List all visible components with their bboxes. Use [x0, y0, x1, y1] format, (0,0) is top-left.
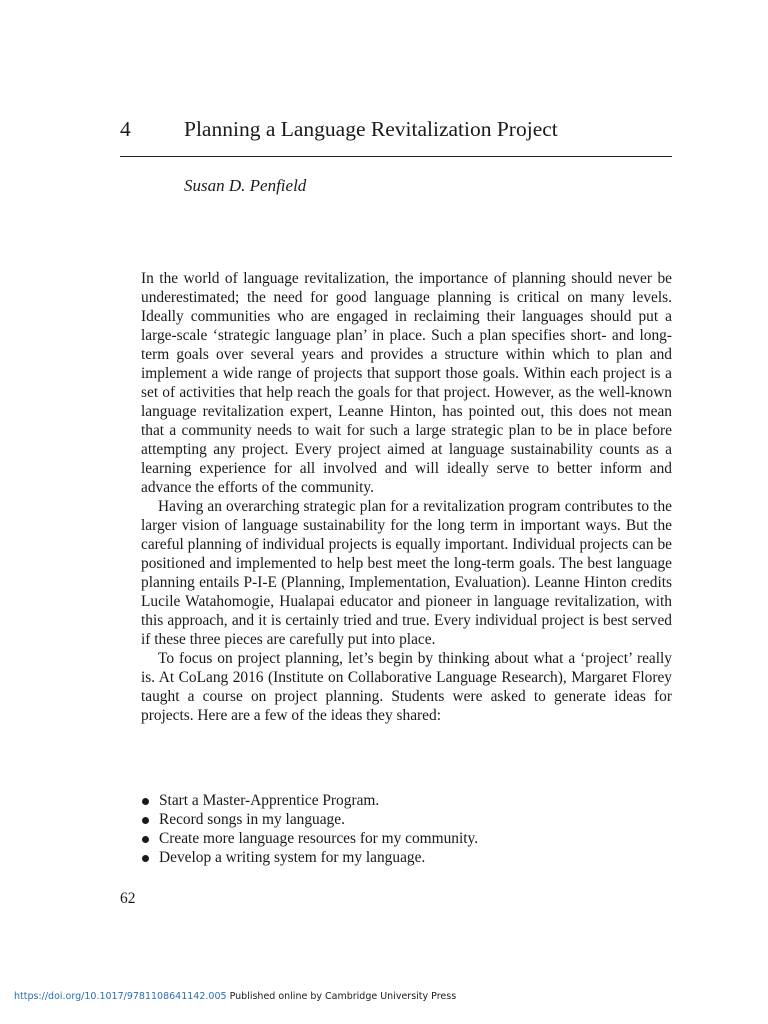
list-item-text: Create more language resources for my community.: [159, 830, 479, 847]
project-ideas-list: [141, 791, 672, 867]
list-item: [141, 810, 672, 829]
list-item: [141, 829, 672, 848]
doi-link[interactable]: https://doi.org/10.1017/9781108641142.005: [14, 991, 227, 1002]
page-number: 62: [120, 890, 136, 907]
list-item-text: Record songs in my language.: [159, 811, 345, 828]
chapter-number: 4: [120, 117, 131, 141]
heading-rule: [120, 156, 672, 157]
publisher-note: Published online by Cambridge University Press: [226, 991, 457, 1002]
publication-footer: [14, 990, 456, 1004]
chapter-author: Susan D. Penfield: [184, 176, 307, 195]
body-text: [141, 269, 672, 725]
list-item: [141, 848, 672, 867]
bullet-icon: [142, 798, 149, 805]
paragraph-3: To focus on project planning, let’s begin by thinking about what a ‘project’ really is. At CoLang 2016 (Institute on Collaborative Language Research), Margaret Florey taught a course on project planning. Students were asked to generate ideas for projects. Here are a few of the ideas they shared:: [141, 650, 672, 724]
list-item-text: Start a Master-Apprentice Program.: [159, 792, 380, 809]
bullet-icon: [142, 836, 149, 843]
chapter-title: Planning a Language Revitalization Project: [184, 117, 558, 141]
bullet-icon: [142, 855, 149, 862]
paragraph-2: Having an overarching strategic plan for a revitalization program contributes to the larger vision of language sustainability for the long term in important ways. But the careful planning of individual projects is equally important. Individual projects can be positioned and implemented to help best meet the long-term goals. The best language planning entails P-I-E (Planning, Implementation, Evaluation). Leanne Hinton credits Lucile Watahomogie, Hualapai educator and pioneer in language revitalization, with this approach, and it is certainly tried and true. Every individual project is best served if these three pieces are carefully put into place.: [141, 498, 672, 648]
chapter-heading: [120, 114, 672, 144]
list-item: [141, 791, 672, 810]
bullet-icon: [142, 817, 149, 824]
paragraph-1: In the world of language revitalization, the importance of planning should never be underestimated; the need for good language planning is critical on many levels. Ideally communities who are engaged in reclaiming their languages should put a large-scale ‘strategic language plan’ in place. Such a plan specifies short- and long-term goals over several years and provides a structure within which to plan and implement a wide range of projects that support those goals. Within each project is a set of activities that help reach the goals for that project. However, as the well-known language revitalization expert, Leanne Hinton, has pointed out, this does not mean that a community needs to wait for such a large strategic plan to be in place before attempting any project. Every project aimed at language sustainability counts as a learning experience for all involved and will ideally serve to better inform and advance the efforts of the community.: [141, 270, 672, 496]
list-item-text: Develop a writing system for my language.: [159, 849, 426, 866]
